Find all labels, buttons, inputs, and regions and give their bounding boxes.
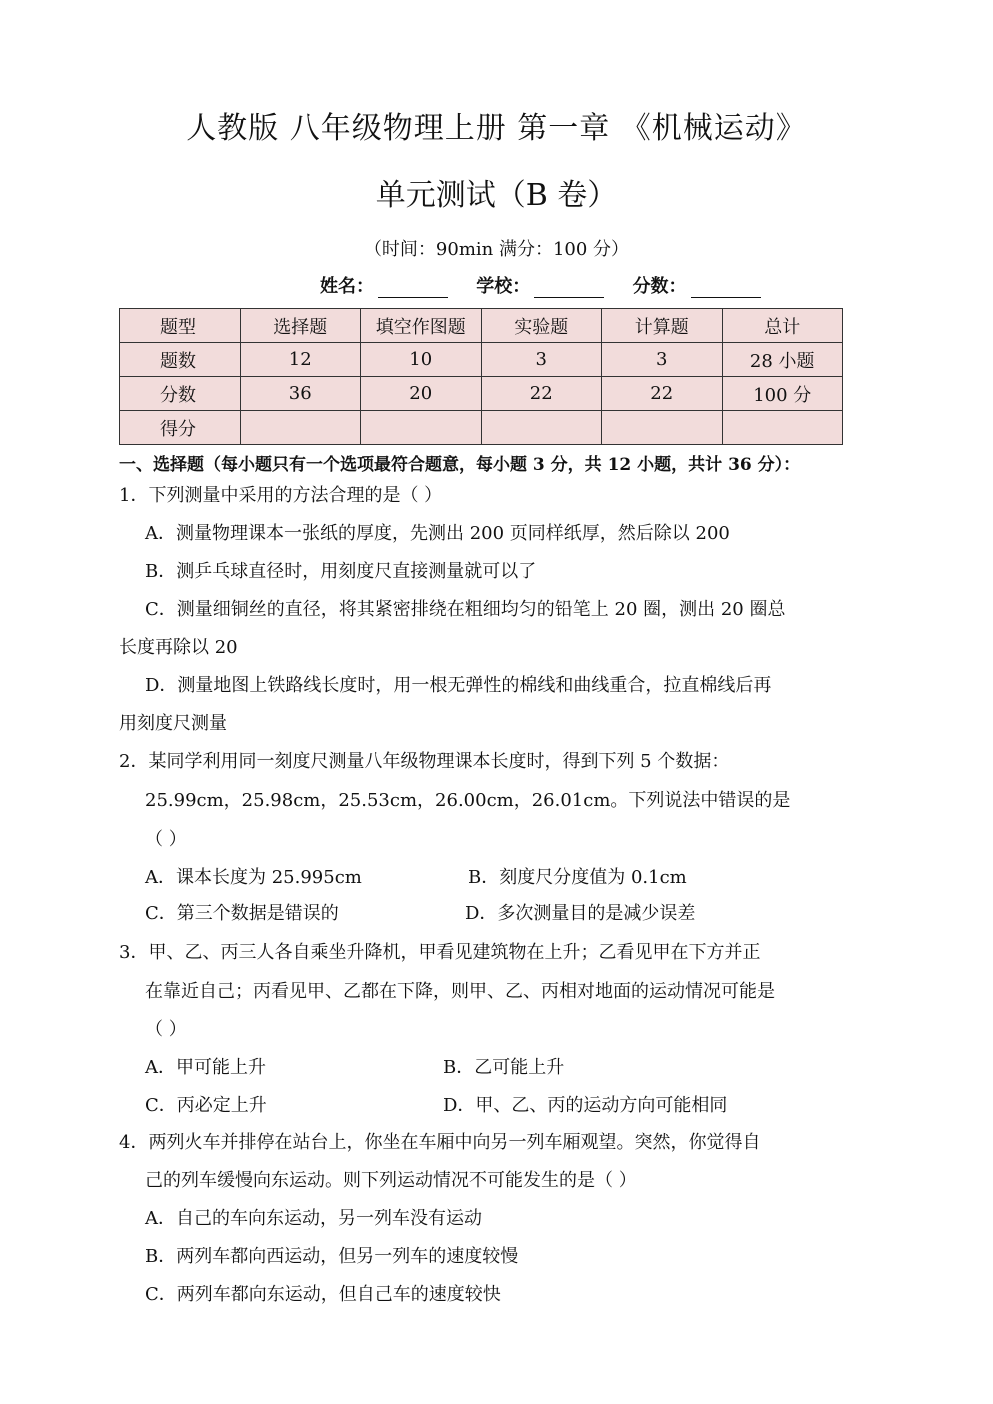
q4-option-a: A．自己的车向东运动，另一列车没有运动 bbox=[145, 1208, 482, 1229]
name-blank bbox=[378, 279, 448, 298]
table-cell: 填空作图题 bbox=[361, 309, 482, 343]
table-cell: 题数 bbox=[120, 343, 241, 377]
q4-stem-cont: 己的列车缓慢向东运动。则下列运动情况不可能发生的是（ ） bbox=[145, 1170, 637, 1191]
score-table bbox=[119, 308, 843, 445]
q3-stem-cont: 在靠近自己；丙看见甲、乙都在下降，则甲、乙、丙相对地面的运动情况可能是 bbox=[145, 981, 775, 1002]
score-field bbox=[633, 272, 761, 298]
q1-option-c: C．测量细铜丝的直径，将其紧密排绕在粗细均匀的铅笔上 20 圈，测出 20 圈总 bbox=[145, 599, 786, 620]
table-cell bbox=[481, 411, 602, 445]
table-cell: 36 bbox=[240, 377, 361, 411]
table-cell: 20 bbox=[361, 377, 482, 411]
q3-stem: 3．甲、乙、丙三人各自乘坐升降机，甲看见建筑物在上升；乙看见甲在下方并正 bbox=[119, 942, 761, 963]
table-cell: 题型 bbox=[120, 309, 241, 343]
table-cell bbox=[240, 411, 361, 445]
q2-stem: 2．某同学利用同一刻度尺测量八年级物理课本长度时，得到下列 5 个数据： bbox=[119, 751, 730, 772]
table-cell: 得分 bbox=[120, 411, 241, 445]
school-label: 学校： bbox=[476, 276, 531, 297]
school-field bbox=[476, 272, 604, 298]
table-cell bbox=[722, 411, 843, 445]
name-label: 姓名： bbox=[320, 276, 374, 297]
q3-option-d: D．甲、乙、丙的运动方向可能相同 bbox=[443, 1095, 728, 1116]
table-cell: 选择题 bbox=[240, 309, 361, 343]
q4-option-c: C．两列车都向东运动，但自己车的速度较快 bbox=[145, 1284, 501, 1305]
table-cell: 3 bbox=[602, 343, 723, 377]
score-label: 分数： bbox=[632, 276, 687, 297]
table-cell: 3 bbox=[481, 343, 602, 377]
q1-option-d-cont: 用刻度尺测量 bbox=[119, 713, 227, 734]
exam-subtitle: 单元测试（B 卷） bbox=[375, 178, 618, 213]
table-cell: 12 bbox=[240, 343, 361, 377]
q2-option-d: D．多次测量目的是减少误差 bbox=[465, 903, 696, 924]
section-heading: 一、选择题（每小题只有一个选项最符合题意，每小题 3 分，共 12 小题，共计 36 分）： bbox=[119, 455, 801, 475]
school-blank bbox=[534, 279, 604, 298]
table-cell: 计算题 bbox=[602, 309, 723, 343]
q1-option-a: A．测量物理课本一张纸的厚度，先测出 200 页同样纸厚，然后除以 200 bbox=[145, 523, 730, 544]
table-cell: 28 小题 bbox=[722, 343, 843, 377]
table-cell: 实验题 bbox=[481, 309, 602, 343]
q3-option-a: A．甲可能上升 bbox=[145, 1057, 266, 1078]
q1-option-b: B．测乒乓球直径时，用刻度尺直接测量就可以了 bbox=[145, 561, 537, 582]
q1-option-c-cont: 长度再除以 20 bbox=[119, 637, 238, 658]
table-cell: 22 bbox=[481, 377, 602, 411]
table-cell bbox=[361, 411, 482, 445]
table-cell bbox=[602, 411, 723, 445]
name-field bbox=[320, 272, 448, 298]
table-cell: 10 bbox=[361, 343, 482, 377]
q3-stem-paren: （ ） bbox=[145, 1019, 187, 1040]
table-cell: 22 bbox=[602, 377, 723, 411]
q3-option-c: C．丙必定上升 bbox=[145, 1095, 267, 1116]
table-cell: 100 分 bbox=[722, 377, 843, 411]
q2-stem-paren: （ ） bbox=[145, 829, 187, 850]
q4-stem: 4．两列火车并排停在站台上，你坐在车厢中向另一列车厢观望。突然，你觉得自 bbox=[119, 1132, 761, 1153]
q1-stem: 1．下列测量中采用的方法合理的是（ ） bbox=[119, 485, 443, 506]
q2-option-c: C．第三个数据是错误的 bbox=[145, 903, 339, 924]
q1-option-d: D．测量地图上铁路线长度时，用一根无弹性的棉线和曲线重合，拉直棉线后再 bbox=[145, 675, 772, 696]
table-row bbox=[120, 309, 843, 343]
q2-option-a: A．课本长度为 25.995cm bbox=[145, 867, 362, 888]
exam-title: 人教版 八年级物理上册 第一章 《机械运动》 bbox=[186, 111, 807, 146]
q4-option-b: B．两列车都向西运动，但另一列车的速度较慢 bbox=[145, 1246, 519, 1267]
table-cell: 总计 bbox=[722, 309, 843, 343]
q2-stem-cont: 25.99cm，25.98cm，25.53cm，26.00cm，26.01cm。下列说法中错误的是 bbox=[145, 790, 791, 811]
table-row bbox=[120, 343, 843, 377]
table-cell: 分数 bbox=[120, 377, 241, 411]
score-blank bbox=[691, 279, 761, 298]
q2-option-b: B．刻度尺分度值为 0.1cm bbox=[468, 867, 687, 888]
table-row bbox=[120, 411, 843, 445]
time-info: （时间：90min 满分：100 分） bbox=[363, 239, 630, 260]
table-row bbox=[120, 377, 843, 411]
student-info-row bbox=[320, 272, 783, 298]
q3-option-b: B．乙可能上升 bbox=[443, 1057, 565, 1078]
